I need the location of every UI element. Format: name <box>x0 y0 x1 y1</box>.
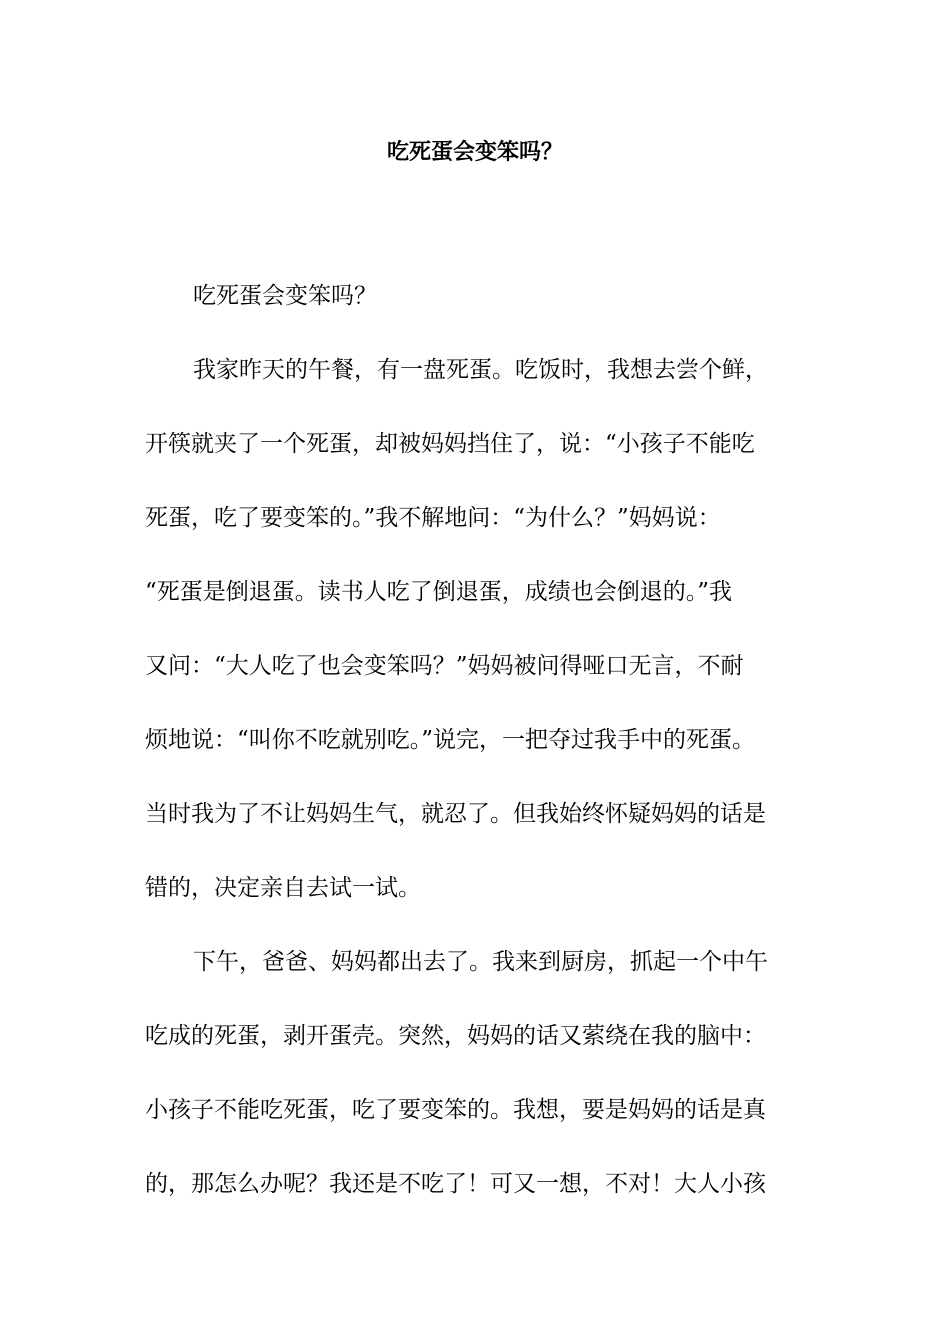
text-line: 死蛋，吃了要变笨的。”我不解地问：“为什么？”妈妈说： <box>145 505 721 531</box>
paragraph-heading: 吃死蛋会变笨吗？ <box>193 283 377 309</box>
text-line: 烦地说：“叫你不吃就别吃。”说完，一把夺过我手中的死蛋。 <box>145 727 756 753</box>
text-line: 吃成的死蛋，剥开蛋壳。突然，妈妈的话又萦绕在我的脑中： <box>145 1023 766 1049</box>
text-line: 下午，爸爸、妈妈都出去了。我来到厨房，抓起一个中午 <box>193 949 768 975</box>
text-line: 当时我为了不让妈妈生气，就忍了。但我始终怀疑妈妈的话是 <box>145 801 766 827</box>
text-line: 开筷就夹了一个死蛋，却被妈妈挡住了，说：“小孩子不能吃 <box>145 431 755 457</box>
text-line: 又问：“大人吃了也会变笨吗？”妈妈被问得哑口无言，不耐 <box>145 653 744 679</box>
text-line: 的，那怎么办呢？我还是不吃了！可又一想，不对！大人小孩 <box>145 1171 766 1197</box>
text-line: “死蛋是倒退蛋。读书人吃了倒退蛋，成绩也会倒退的。”我 <box>145 579 733 605</box>
text-line: 小孩子不能吃死蛋，吃了要变笨的。我想，要是妈妈的话是真 <box>145 1097 766 1123</box>
document-title: 吃死蛋会变笨吗？ <box>386 139 563 165</box>
text-line: 错的，决定亲自去试一试。 <box>145 875 421 901</box>
document-body <box>145 259 805 1221</box>
text-line: 我家昨天的午餐，有一盘死蛋。吃饭时，我想去尝个鲜， <box>193 357 768 383</box>
